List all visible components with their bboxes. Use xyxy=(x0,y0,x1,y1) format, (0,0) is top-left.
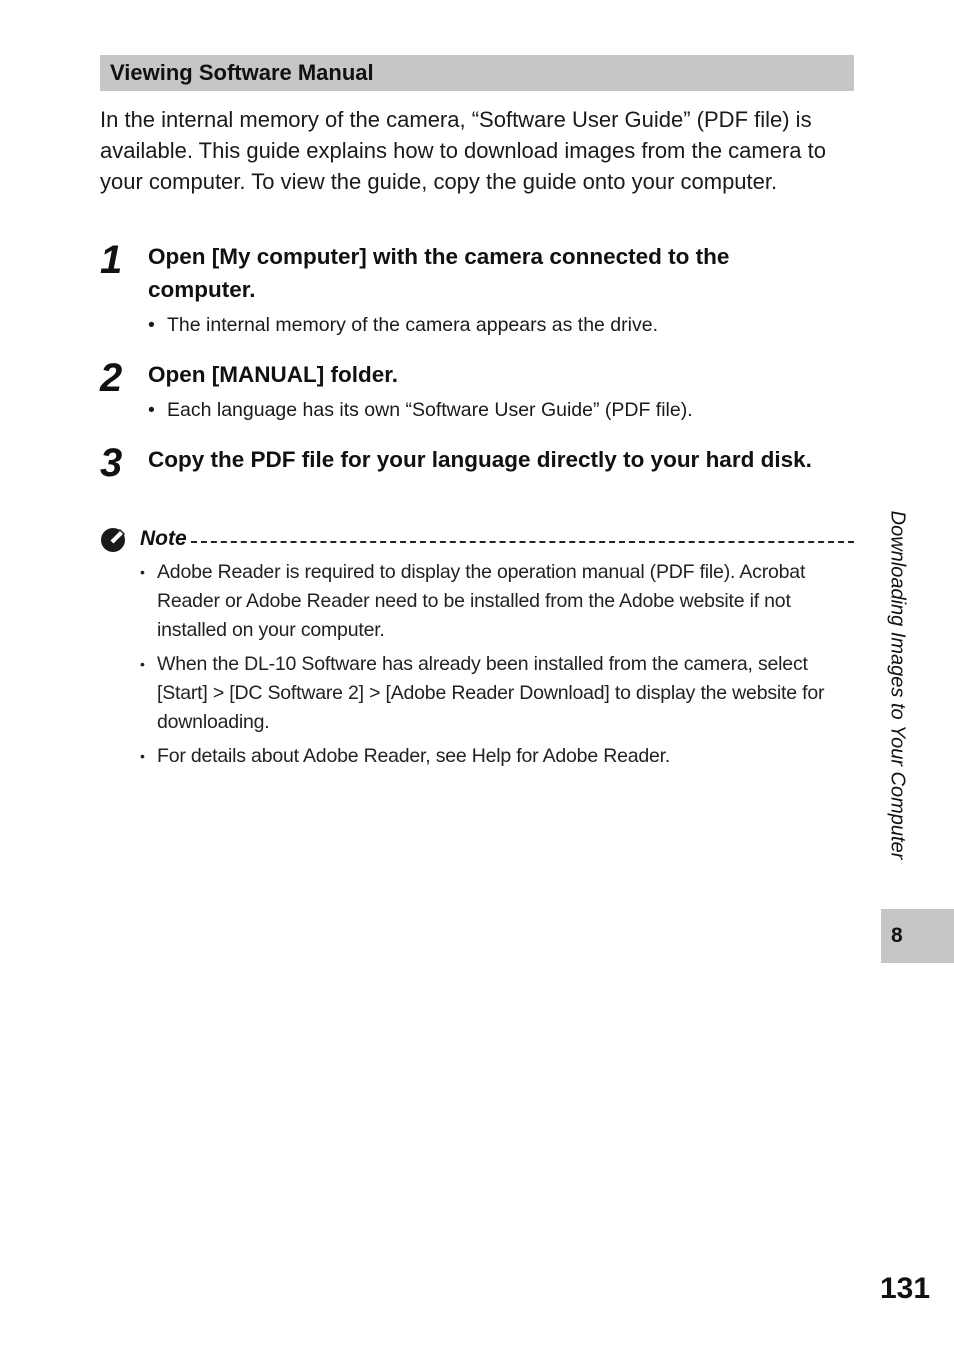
step-1-bullet xyxy=(148,312,848,338)
pencil-note-icon xyxy=(100,525,128,553)
note-label: Note xyxy=(140,527,187,550)
page-number: 131 xyxy=(880,1272,931,1305)
step-1-number: 1 xyxy=(100,238,123,282)
note-item: • Adobe Reader is required to display the operation manual (PDF file). Acrobat Reader or Adobe Reader need to be installed from the Adobe website if not installed on your computer. xyxy=(140,558,856,645)
intro-paragraph: In the internal memory of the camera, “Software User Guide” (PDF file) is available. This guide explains how to download images from the camera to your computer. To view the guide, copy the guide onto your computer. xyxy=(100,107,826,194)
chapter-side-title: Downloading Images to Your Computer xyxy=(886,510,909,860)
step-3-title: Copy the PDF file for your language directly to your hard disk. xyxy=(148,447,812,472)
note-list xyxy=(140,558,856,776)
chapter-tab: 8 xyxy=(881,909,954,963)
note-divider xyxy=(191,541,854,543)
step-2-title: Open [MANUAL] folder. xyxy=(148,362,398,387)
section-title: Viewing Software Manual xyxy=(110,60,374,85)
note-header xyxy=(100,524,854,554)
section-header xyxy=(100,55,854,91)
note-item: • For details about Adobe Reader, see Help for Adobe Reader. xyxy=(140,742,856,771)
bullet-dot: • xyxy=(148,314,155,336)
step-2-number: 2 xyxy=(100,356,123,400)
step-1-bullet-text: The internal memory of the camera appears as the drive. xyxy=(167,314,658,336)
note-item: • When the DL-10 Software has already been installed from the camera, select [Start] > [DC Software 2] > [Adobe Reader Download] to display the website for downloading. xyxy=(140,650,856,737)
step-2-bullet xyxy=(148,397,848,423)
bullet-dot: • xyxy=(148,399,155,421)
step-2-bullet-text: Each language has its own “Software User Guide” (PDF file). xyxy=(167,399,693,421)
step-3-number: 3 xyxy=(100,441,123,485)
step-1-title: Open [My computer] with the camera connected to the computer. xyxy=(148,244,730,302)
